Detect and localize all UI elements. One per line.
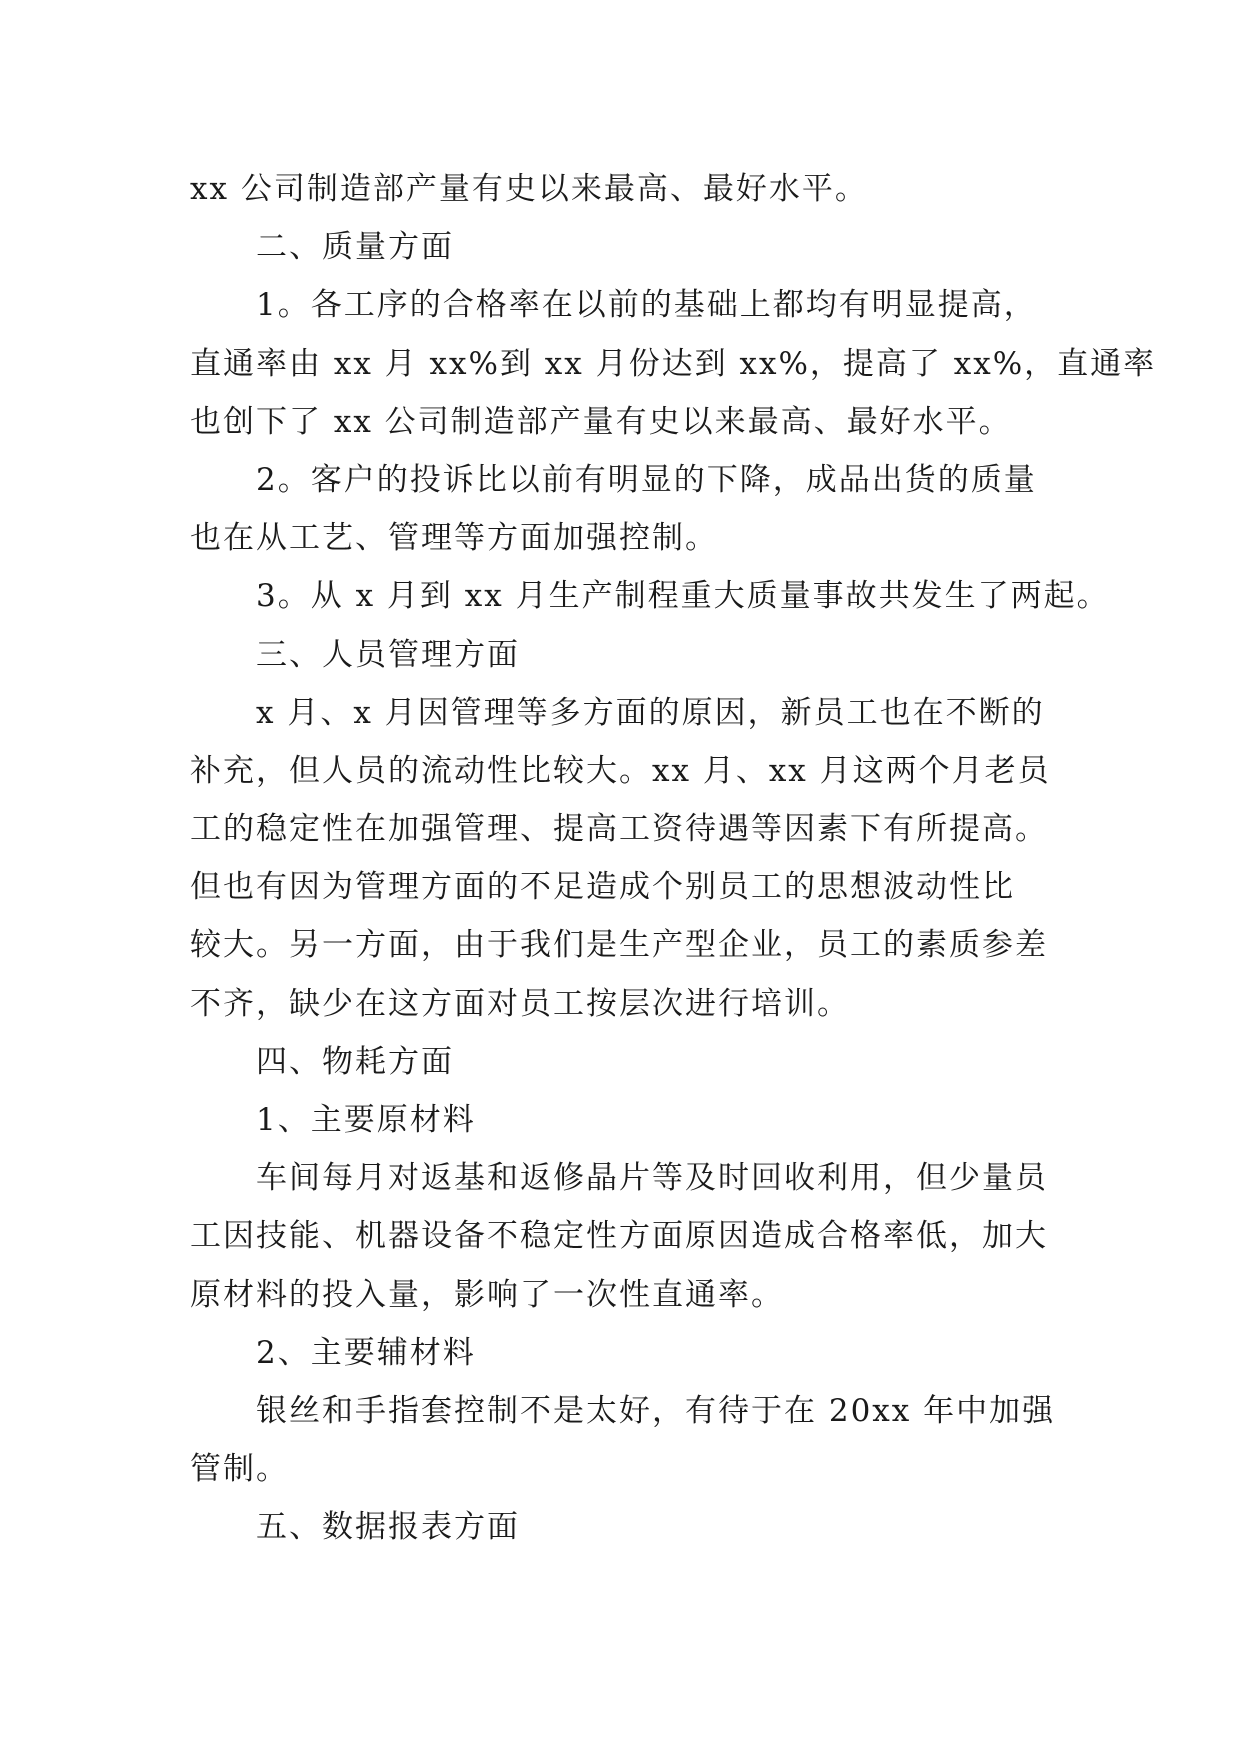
body-text-line: 但也有因为管理方面的不足造成个别员工的思想波动性比: [190, 869, 1015, 906]
document-body: [190, 160, 1157, 1557]
body-text-line: x 月、x 月因管理等多方面的原因，新员工也在不断的: [256, 694, 1045, 731]
body-text-line: 补充，但人员的流动性比较大。xx 月、xx 月这两个月老员: [190, 752, 1051, 789]
body-text-line: 车间每月对返基和返修晶片等及时回收利用，但少量员: [256, 1160, 1048, 1197]
body-text-line: 原材料的投入量，影响了一次性直通率。: [190, 1276, 784, 1313]
body-text-line: 也在从工艺、管理等方面加强控制。: [190, 520, 718, 557]
body-text-line: 3。从 x 月到 xx 月生产制程重大质量事故共发生了两起。: [256, 578, 1110, 615]
subsection-heading: 2、主要辅材料: [256, 1334, 476, 1371]
body-text-line: 较大。另一方面，由于我们是生产型企业，员工的素质参差: [190, 927, 1048, 964]
body-text-line: 管制。: [190, 1451, 289, 1488]
subsection-heading: 1、主要原材料: [256, 1102, 476, 1138]
body-text-line: 银丝和手指套控制不是太好，有待于在 20xx 年中加强: [256, 1392, 1056, 1429]
section-heading: 三、人员管理方面: [256, 636, 520, 673]
body-text-line: 不齐，缺少在这方面对员工按层次进行培训。: [190, 985, 850, 1022]
body-text-line: 工的稳定性在加强管理、提高工资待遇等因素下有所提高。: [190, 811, 1048, 848]
section-heading: 四、物耗方面: [256, 1043, 454, 1080]
section-heading: 五、数据报表方面: [256, 1509, 520, 1546]
body-text-line: xx 公司制造部产量有史以来最高、最好水平。: [190, 171, 868, 207]
body-text-line: 也创下了 xx 公司制造部产量有史以来最高、最好水平。: [190, 403, 1012, 440]
body-text-line: 1。各工序的合格率在以前的基础上都均有明显提高，: [256, 287, 1037, 324]
body-text-line: 工因技能、机器设备不稳定性方面原因造成合格率低，加大: [190, 1218, 1048, 1255]
section-heading: 二、质量方面: [256, 229, 454, 266]
body-text-line: 直通率由 xx 月 xx%到 xx 月份达到 xx%，提高了 xx%，直通率: [190, 345, 1157, 382]
body-text-line: 2。客户的投诉比以前有明显的下降，成品出货的质量: [256, 461, 1037, 498]
